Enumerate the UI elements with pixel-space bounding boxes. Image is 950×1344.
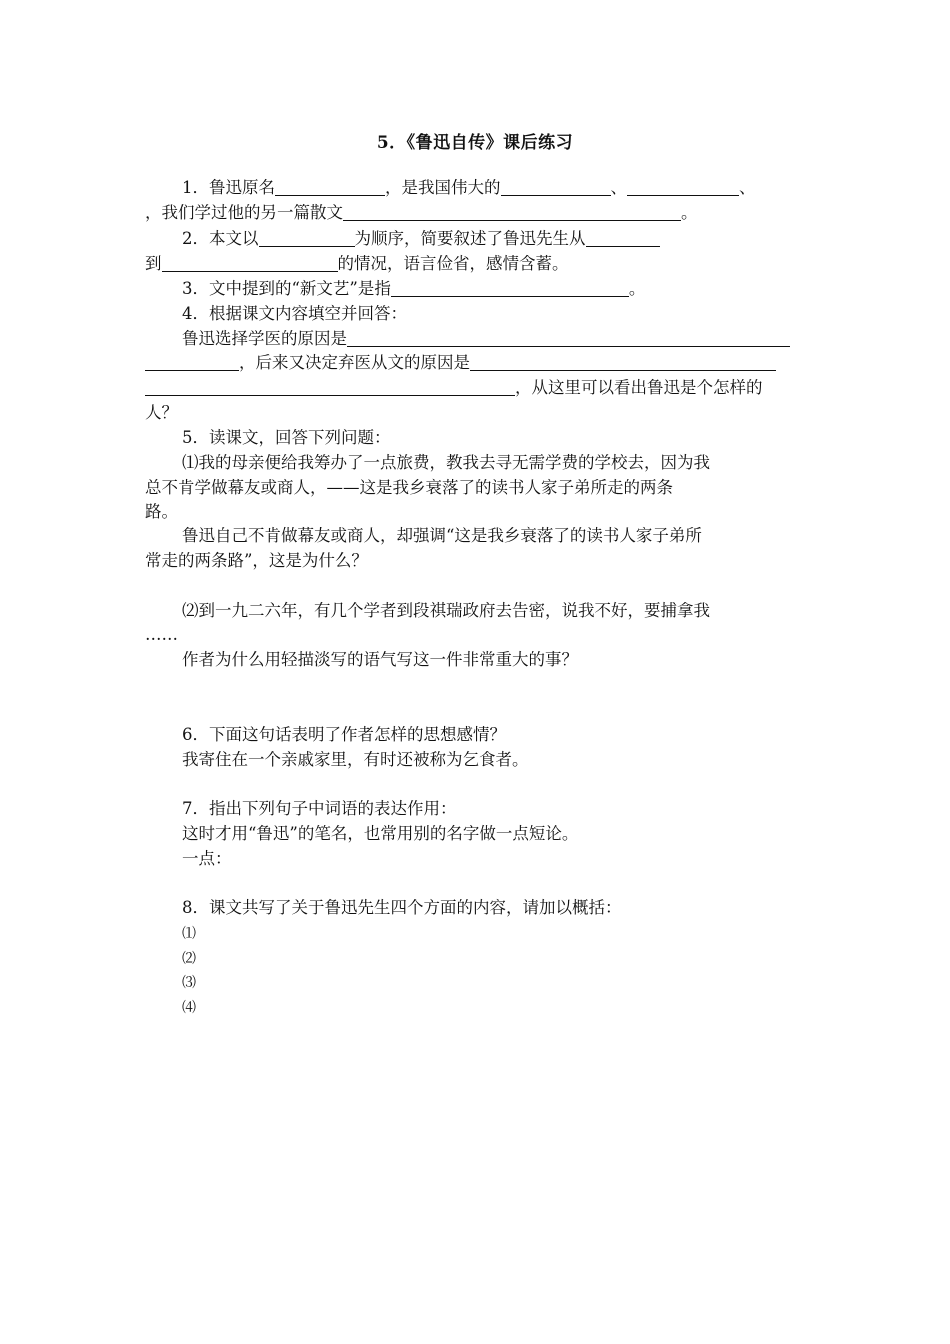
q5-excerpt2-line1: ⑵到一九二六年，有几个学者到段祺瑞政府去告密，说我不好，要捕拿我 (182, 601, 710, 620)
q6-heading: 6．下面这句话表明了作者怎样的思想感情？ (182, 725, 506, 744)
q8-item-4: ⑷ (182, 1000, 196, 1016)
q1-blank-essay[interactable] (343, 202, 681, 221)
q4-heading: 4．根据课文内容填空并回答： (182, 304, 407, 323)
q4-line4: 人？ (145, 403, 178, 422)
q2-blank-order[interactable] (259, 228, 355, 247)
q4-blank-literature-a[interactable] (470, 352, 776, 371)
q1-text: 。 (681, 203, 698, 222)
q4-blank-medicine-a[interactable] (347, 328, 790, 347)
q7-word: 一点： (182, 849, 232, 868)
q2-text: 的情况，语言俭省，感情含蓄。 (337, 254, 569, 273)
q2-text: 2．本文以 (182, 229, 259, 248)
q8-heading: 8．课文共写了关于鲁迅先生四个方面的内容，请加以概括： (182, 898, 622, 917)
q4-text: ，后来又决定弃医从文的原因是 (239, 353, 470, 372)
q4-line3 (145, 376, 763, 400)
q1-line1 (182, 176, 756, 200)
q5-question1-line1: 鲁迅自己不肯做幕友或商人，却强调“这是我乡衰落了的读书人家子弟所 (182, 526, 702, 545)
q1-text: 、 (739, 178, 756, 197)
q1-blank-role1[interactable] (501, 177, 611, 196)
q5-question2: 作者为什么用轻描淡写的语气写这一件非常重大的事？ (182, 650, 578, 669)
q1-blank-name[interactable] (275, 177, 385, 196)
q7-heading: 7．指出下列句子中词语的表达作用： (182, 799, 457, 818)
q4-blank-literature-b[interactable] (145, 377, 515, 396)
q5-heading: 5．读课文，回答下列问题： (182, 428, 391, 447)
q5-excerpt1-line1: ⑴我的母亲便给我筹办了一点旅费，教我去寻无需学费的学校去，因为我 (182, 453, 710, 472)
q7-sentence: 这时才用“鲁迅”的笔名，也常用别的名字做一点短论。 (182, 824, 579, 843)
q2-text: 到 (145, 254, 162, 273)
q2-blank-to[interactable] (162, 253, 338, 272)
q1-text: ，是我国伟大的 (385, 178, 501, 197)
q5-question1-line2: 常走的两条路”，这是为什么？ (145, 551, 368, 570)
q4-text: ，从这里可以看出鲁迅是个怎样的 (515, 378, 763, 397)
q4-text: 鲁迅选择学医的原因是 (182, 329, 347, 348)
q1-text: ，我们学过他的另一篇散文 (145, 203, 343, 222)
q4-line2 (145, 351, 776, 375)
q4-line1 (182, 327, 790, 351)
q2-line2 (145, 252, 569, 276)
q4-blank-medicine-b[interactable] (145, 352, 239, 371)
q3-text: 3．文中提到的“新文艺”是指 (182, 279, 391, 298)
q1-text: 、 (610, 178, 627, 197)
q1-text: 1．鲁迅原名 (182, 178, 275, 197)
page-title: 5．《鲁迅自传》课后练习 (376, 133, 574, 153)
q2-text: 为顺序，简要叙述了鲁迅先生从 (354, 229, 586, 248)
q5-excerpt2-line2: …… (145, 625, 178, 644)
q6-sentence: 我寄住在一个亲戚家里，有时还被称为乞食者。 (182, 750, 529, 769)
q1-line2 (145, 201, 698, 225)
q8-item-2: ⑵ (182, 951, 196, 967)
q3-blank[interactable] (391, 278, 629, 297)
q5-excerpt1-line2: 总不肯学做幕友或商人，——这是我乡衰落了的读书人家子弟所走的两条 (145, 478, 673, 497)
q3-text: 。 (628, 279, 646, 298)
q3-line (182, 277, 645, 301)
q8-item-3: ⑶ (182, 975, 196, 991)
q2-line1 (182, 227, 660, 251)
q8-item-1: ⑴ (182, 926, 196, 942)
q2-blank-from[interactable] (586, 228, 660, 247)
q1-blank-role2[interactable] (627, 177, 739, 196)
q5-excerpt1-line3: 路。 (145, 502, 178, 521)
